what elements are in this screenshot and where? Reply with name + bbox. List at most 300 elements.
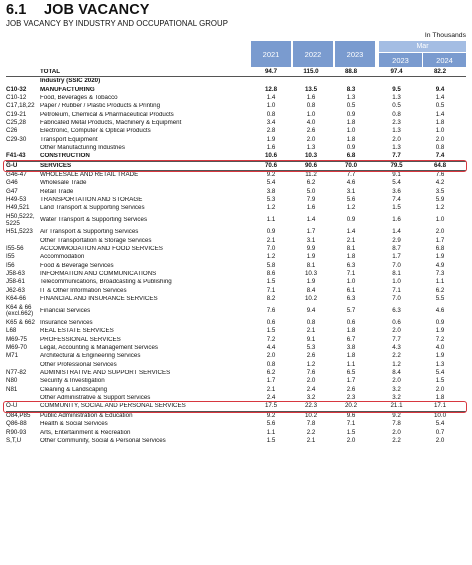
table-row (6, 378, 466, 386)
row-value: 10.3 (304, 270, 318, 278)
row-value: 2.1 (306, 327, 316, 335)
table-row (6, 102, 466, 110)
row-value: 4.0 (435, 344, 445, 352)
row-value: 1.9 (435, 327, 445, 335)
row-value: 3.8 (346, 344, 356, 352)
table-row (6, 344, 466, 352)
row-value: 8.6 (266, 270, 276, 278)
year-header-2021: 2021 (251, 41, 291, 67)
row-value: 9.2 (266, 171, 276, 179)
row-value: 7.1 (346, 270, 356, 278)
row-value: 7.6 (306, 369, 316, 377)
row-value: 1.4 (435, 110, 445, 118)
row-value: 9.4 (435, 85, 445, 93)
row-code: J58-63 (6, 270, 25, 278)
table-row (6, 77, 466, 85)
row-value: 5.4 (266, 179, 276, 187)
row-value: 11.2 (305, 171, 317, 179)
row-value: 7.6 (435, 171, 445, 179)
row-code: G47 (6, 187, 18, 195)
row-value: 7.1 (392, 286, 401, 294)
row-code: Q86-88 (6, 420, 27, 428)
row-label: IT & Other Information Services (40, 287, 127, 294)
row-code: C29-30 (6, 135, 27, 143)
row-value: 4.9 (435, 261, 445, 269)
row-label: Land Transport & Supporting Services (40, 205, 145, 212)
row-value: 82.2 (433, 67, 447, 75)
row-value: 2.0 (435, 228, 445, 236)
row-value: 2.0 (392, 327, 401, 335)
row-value: 70.0 (344, 161, 358, 169)
row-code: G46-47 (6, 171, 27, 179)
vacancy-table (6, 68, 466, 445)
row-value: 1.4 (266, 93, 276, 101)
table-row (6, 213, 466, 229)
row-label: SERVICES (40, 162, 72, 169)
row-value: 0.6 (392, 319, 401, 327)
row-value: 1.8 (435, 118, 445, 126)
row-code: H51,5223 (6, 228, 33, 236)
row-value: 1.2 (306, 360, 316, 368)
row-value: 1.8 (346, 327, 356, 335)
row-value: 5.4 (392, 179, 401, 187)
row-value: 5.3 (306, 344, 316, 352)
row-code: C26 (6, 127, 18, 135)
row-code: N77-82 (6, 369, 27, 377)
row-value: 4.3 (392, 344, 401, 352)
row-code: C25,28 (6, 118, 26, 126)
row-value: 1.7 (266, 377, 276, 385)
row-value: 3.4 (266, 118, 276, 126)
row-value: 3.8 (266, 187, 276, 195)
row-value: 7.8 (306, 420, 316, 428)
table-row (6, 68, 466, 77)
row-value: 1.0 (346, 127, 356, 135)
row-value: 1.0 (306, 110, 316, 118)
units-note: In Thousands (424, 32, 466, 39)
row-value: 1.3 (435, 360, 445, 368)
row-code: K64-66 (6, 295, 26, 303)
row-code: I55-56 (6, 245, 24, 253)
row-value: 6.8 (435, 245, 445, 253)
row-value: 0.9 (346, 110, 356, 118)
row-label: Air Transport & Supporting Services (40, 229, 139, 236)
row-value: 1.4 (392, 228, 401, 236)
row-value: 7.6 (266, 307, 276, 315)
mar-year-header-2023: 2023 (379, 53, 422, 67)
row-value: 0.6 (346, 319, 356, 327)
row-value: 1.3 (346, 93, 356, 101)
row-label: Financial Services (40, 308, 91, 315)
row-value: 1.2 (346, 204, 356, 212)
row-label: Health & Social Services (40, 421, 108, 428)
row-value: 3.2 (392, 394, 401, 402)
row-code: H49-53 (6, 196, 27, 204)
row-code: H49,521 (6, 204, 30, 212)
table-row (6, 162, 466, 171)
table-row (6, 429, 466, 437)
row-value: 5.3 (266, 196, 276, 204)
row-label: Transport Equipment (40, 136, 98, 143)
row-label: Electronic, Computer & Optical Products (40, 128, 151, 135)
row-value: 3.2 (392, 385, 401, 393)
row-label: Food & Beverage Services (40, 262, 114, 269)
row-value: 9.2 (392, 411, 401, 419)
row-value: 5.8 (266, 261, 276, 269)
row-value: 1.4 (306, 216, 316, 224)
row-value: 6.2 (435, 286, 445, 294)
row-code: N81 (6, 385, 18, 393)
row-value: 1.0 (266, 102, 276, 110)
table-row (6, 327, 466, 335)
row-value: 7.1 (346, 420, 356, 428)
row-value: 6.7 (346, 335, 356, 343)
row-value: 5.5 (435, 295, 445, 303)
table-row (6, 205, 466, 213)
row-label: Wholesale Trade (40, 180, 87, 187)
year-header-2022: 2022 (293, 41, 333, 67)
table-row (6, 287, 466, 295)
row-value: 94.7 (264, 67, 278, 75)
row-code: M69-70 (6, 344, 27, 352)
row-value: 1.9 (306, 253, 316, 261)
row-label: Industry (SSIC 2020) (40, 78, 101, 85)
row-value: 6.8 (346, 152, 356, 160)
row-value: 9.1 (306, 335, 316, 343)
row-value: 8.7 (392, 245, 401, 253)
row-label: Other Administrative & Support Services (40, 395, 151, 402)
row-label: ADMINISTRATIVE AND SUPPORT SERVICES (40, 370, 171, 377)
row-value: 1.8 (346, 253, 356, 261)
row-label: Security & Investigation (40, 378, 105, 385)
row-code: M71 (6, 352, 19, 360)
row-value: 6.1 (346, 286, 356, 294)
row-value: 1.6 (306, 93, 316, 101)
row-value: 7.2 (435, 335, 445, 343)
row-code: L68 (6, 327, 17, 335)
table-row (6, 353, 466, 361)
row-label: Fabricated Metal Products, Machinery & Equipment (40, 119, 182, 126)
table-row (6, 304, 466, 320)
row-value: 4.2 (435, 179, 445, 187)
row-value: 2.6 (346, 385, 356, 393)
row-value: 2.2 (392, 436, 401, 444)
row-value: 9.1 (392, 171, 401, 179)
row-value: 6.3 (346, 261, 356, 269)
row-value: 10.2 (304, 295, 318, 303)
row-code: R90-93 (6, 428, 27, 436)
table-subtitle: JOB VACANCY BY INDUSTRY AND OCCUPATIONAL GROUP (6, 19, 228, 28)
table-row (6, 237, 466, 245)
row-label: REAL ESTATE SERVICES (40, 328, 114, 335)
table-row (6, 253, 466, 261)
row-value: 7.7 (392, 335, 401, 343)
row-value: 1.5 (266, 278, 276, 286)
table-row (6, 179, 466, 187)
table-row (6, 111, 466, 119)
row-code: N80 (6, 377, 18, 385)
row-code: S,T,U (6, 436, 22, 444)
row-value: 13.5 (304, 85, 318, 93)
row-value: 9.5 (392, 85, 401, 93)
row-value: 64.8 (433, 161, 447, 169)
row-value: 1.3 (306, 144, 316, 152)
row-value: 1.8 (346, 135, 356, 143)
table-row (6, 136, 466, 144)
row-value: 1.1 (346, 360, 356, 368)
row-code: I56 (6, 261, 15, 269)
row-value: 2.0 (346, 436, 356, 444)
row-value: 1.6 (266, 144, 276, 152)
row-value: 21.1 (390, 402, 403, 410)
row-value: 70.6 (264, 161, 278, 169)
row-value: 3.6 (392, 187, 401, 195)
row-value: 2.0 (392, 428, 401, 436)
row-value: 0.7 (435, 428, 445, 436)
row-value: 1.3 (392, 93, 401, 101)
row-code: O-U (6, 402, 18, 410)
row-value: 0.8 (266, 360, 276, 368)
row-code: K65 & 662 (6, 319, 35, 327)
row-label: INFORMATION AND COMMUNICATIONS (40, 271, 157, 278)
row-label: Cleaning & Landscaping (40, 386, 108, 393)
row-value: 2.3 (346, 394, 356, 402)
row-value: 1.9 (306, 278, 316, 286)
row-value: 97.4 (390, 67, 403, 75)
table-row (6, 270, 466, 278)
row-code: C17,18,22 (6, 102, 35, 110)
row-value: 79.5 (390, 161, 403, 169)
row-value: 0.5 (392, 102, 401, 110)
row-value: 2.0 (266, 352, 276, 360)
table-row (6, 152, 466, 161)
row-label: Other Manufacturing Industries (40, 145, 125, 152)
table-row (6, 394, 466, 402)
row-value: 2.6 (306, 352, 316, 360)
row-value: 2.0 (435, 385, 445, 393)
row-label: FINANCIAL AND INSURANCE SERVICES (40, 296, 158, 303)
row-value: 6.3 (346, 295, 356, 303)
row-code: J58-61 (6, 278, 25, 286)
row-value: 1.5 (435, 377, 445, 385)
row-value: 2.4 (306, 385, 316, 393)
row-code: K64 & 66 (excl.662) (6, 303, 34, 318)
row-value: 0.8 (392, 110, 401, 118)
row-value: 9.4 (306, 307, 316, 315)
row-value: 5.4 (435, 420, 445, 428)
table-row (6, 196, 466, 204)
row-label: Other Community, Social & Personal Services (40, 437, 166, 444)
row-label: Legal, Accounting & Management Services (40, 345, 158, 352)
table-row (6, 279, 466, 287)
row-code: M69-75 (6, 335, 27, 343)
row-label: WHOLESALE AND RETAIL TRADE (40, 172, 139, 179)
table-row (6, 319, 466, 327)
row-value: 10.3 (304, 152, 318, 160)
year-header-2023: 2023 (335, 41, 375, 67)
row-value: 1.3 (392, 144, 401, 152)
row-label: TOTAL (40, 68, 61, 75)
row-value: 7.0 (392, 295, 401, 303)
row-value: 1.5 (346, 428, 356, 436)
row-value: 6.2 (306, 179, 316, 187)
row-value: 17.1 (433, 402, 447, 410)
row-label: Other Professional Services (40, 361, 117, 368)
row-label: ACCOMMODATION AND FOOD SERVICES (40, 246, 163, 253)
row-value: 1.0 (435, 216, 445, 224)
row-code: F41-43 (6, 152, 26, 160)
row-value: 2.1 (266, 236, 276, 244)
table-row (6, 437, 466, 445)
row-value: 10.6 (264, 152, 278, 160)
row-value: 1.7 (392, 253, 401, 261)
row-value: 0.8 (306, 319, 316, 327)
row-value: 2.4 (266, 394, 276, 402)
row-label: Telecommunications, Broadcasting & Publishing (40, 279, 172, 286)
row-value: 5.9 (435, 196, 445, 204)
row-value: 7.4 (392, 196, 401, 204)
row-value: 7.3 (435, 270, 445, 278)
row-value: 9.6 (346, 411, 356, 419)
row-label: Food, Beverages & Tobacco (40, 94, 118, 101)
table-row (6, 127, 466, 135)
section-number: 6.1 (6, 2, 27, 18)
table-row (6, 171, 466, 179)
row-value: 5.6 (346, 196, 356, 204)
row-value: 2.3 (392, 118, 401, 126)
row-value: 7.7 (392, 152, 401, 160)
row-code: J62-63 (6, 286, 25, 294)
row-value: 1.9 (435, 253, 445, 261)
table-row (6, 361, 466, 369)
section-title (6, 2, 150, 18)
row-value: 1.2 (435, 204, 445, 212)
row-value: 1.7 (346, 377, 356, 385)
row-value: 1.1 (435, 278, 445, 286)
row-label: Accommodation (40, 254, 85, 261)
row-label: Insurance Services (40, 320, 93, 327)
row-value: 1.0 (392, 278, 401, 286)
table-row (6, 295, 466, 303)
row-label: TRANSPORTATION AND STORAGE (40, 197, 143, 204)
table-row (6, 336, 466, 344)
row-value: 22.3 (304, 402, 318, 410)
row-value: 7.2 (266, 335, 276, 343)
row-value: 0.9 (266, 228, 276, 236)
row-value: 2.2 (306, 428, 316, 436)
table-row (6, 86, 466, 94)
row-value: 2.2 (392, 352, 401, 360)
row-value: 1.8 (346, 352, 356, 360)
row-value: 6.2 (266, 369, 276, 377)
table-row (6, 245, 466, 253)
row-value: 2.1 (266, 385, 276, 393)
row-value: 8.1 (306, 261, 316, 269)
header-blank (6, 41, 251, 67)
table-row (6, 94, 466, 102)
row-label: Petroleum, Chemical & Pharmaceutical Products (40, 111, 174, 118)
row-value: 2.8 (266, 127, 276, 135)
table-row (6, 228, 466, 236)
row-value: 1.6 (392, 216, 401, 224)
row-value: 8.1 (392, 270, 401, 278)
row-label: Retail Trade (40, 188, 74, 195)
row-code: I55 (6, 253, 15, 261)
row-value: 10.2 (304, 411, 318, 419)
row-value: 1.2 (266, 204, 276, 212)
row-code: H50,5222, 5225 (6, 213, 35, 227)
row-value: 8.2 (266, 295, 276, 303)
row-value: 9.2 (266, 411, 276, 419)
row-code: C10-32 (6, 85, 27, 93)
table-row (6, 188, 466, 196)
row-value: 5.0 (306, 187, 316, 195)
row-value: 1.8 (346, 118, 356, 126)
row-value: 8.4 (306, 286, 316, 294)
row-value: 0.8 (306, 102, 316, 110)
row-value: 2.0 (435, 135, 445, 143)
table-row (6, 262, 466, 270)
row-value: 1.0 (346, 278, 356, 286)
mar-header: Mar (379, 41, 466, 52)
row-value: 6.3 (392, 307, 401, 315)
row-value: 4.6 (435, 307, 445, 315)
row-value: 1.9 (435, 352, 445, 360)
row-value: 7.1 (266, 286, 276, 294)
row-value: 7.0 (266, 245, 276, 253)
table-row (6, 412, 466, 420)
row-value: 9.9 (306, 245, 316, 253)
row-value: 1.7 (306, 228, 316, 236)
row-value: 1.7 (435, 236, 445, 244)
row-label: PROFESSIONAL SERVICES (40, 336, 121, 343)
row-value: 2.6 (306, 127, 316, 135)
row-value: 4.4 (266, 344, 276, 352)
row-value: 7.9 (306, 196, 316, 204)
row-value: 1.5 (392, 204, 401, 212)
row-value: 1.6 (306, 204, 316, 212)
row-label: COMMUNITY, SOCIAL AND PERSONAL SERVICES (40, 403, 186, 410)
section-heading: JOB VACANCY (44, 2, 150, 18)
row-value: 17.5 (264, 402, 278, 410)
table-row (6, 119, 466, 127)
row-value: 1.9 (266, 135, 276, 143)
row-value: 1.3 (392, 127, 401, 135)
row-value: 3.1 (306, 236, 316, 244)
row-value: 1.5 (266, 436, 276, 444)
table-row (6, 386, 466, 394)
row-value: 2.9 (392, 236, 401, 244)
row-value: 3.5 (435, 187, 445, 195)
row-value: 10.0 (433, 411, 447, 419)
row-value: 7.7 (346, 171, 356, 179)
table-row (6, 403, 466, 412)
row-value: 0.5 (435, 102, 445, 110)
row-label: CONSTRUCTION (40, 153, 90, 160)
row-label: Arts, Entertainment & Recreation (40, 429, 131, 436)
row-value: 1.5 (266, 327, 276, 335)
row-value: 88.8 (344, 67, 358, 75)
row-value: 1.0 (435, 127, 445, 135)
row-value: 4.0 (306, 118, 316, 126)
row-value: 3.2 (306, 394, 316, 402)
row-value: 0.9 (346, 216, 356, 224)
row-label: Water Transport & Supporting Services (40, 217, 148, 224)
row-value: 90.6 (304, 161, 318, 169)
row-value: 0.9 (346, 144, 356, 152)
row-value: 7.8 (392, 420, 401, 428)
row-value: 0.8 (435, 144, 445, 152)
